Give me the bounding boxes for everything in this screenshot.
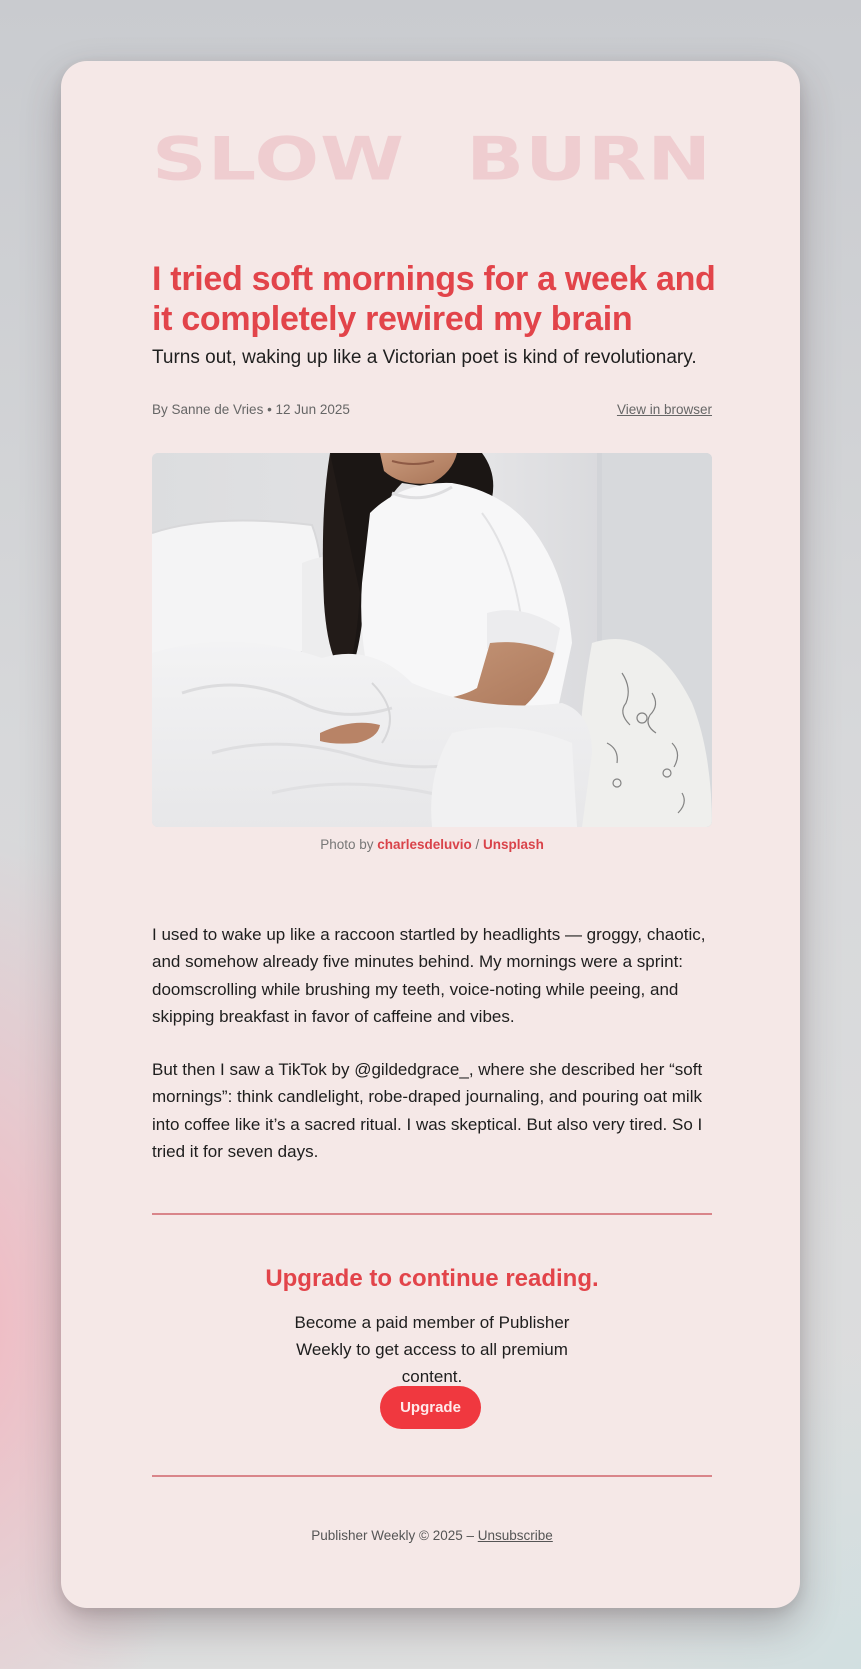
paywall-text: Become a paid member of Publisher Weekly to get access to all premium content.: [294, 1313, 570, 1386]
article-meta: [152, 402, 712, 417]
logo-word-slow: SLOW: [152, 123, 405, 194]
divider-bottom: [152, 1475, 712, 1477]
footer-text: Publisher Weekly © 2025 –: [311, 1528, 478, 1543]
upgrade-button[interactable]: Upgrade: [380, 1386, 481, 1429]
caption-prefix: Photo by: [320, 837, 378, 852]
article-subtitle: Turns out, waking up like a Victorian poet is kind of revolutionary.: [152, 347, 697, 368]
logo-word-burn: BURN: [466, 123, 712, 194]
hero-photo-illustration: [152, 453, 712, 827]
unsplash-link[interactable]: Unsplash: [483, 837, 544, 852]
divider-top: [152, 1213, 712, 1215]
article-title: I tried soft mornings for a week and it completely rewired my brain: [152, 260, 716, 338]
photo-caption: [152, 837, 712, 852]
unsubscribe-link[interactable]: Unsubscribe: [477, 1528, 553, 1543]
photographer-link[interactable]: charlesdeluvio: [377, 837, 472, 852]
article-body: [152, 921, 718, 1191]
view-in-browser-link[interactable]: View in browser: [616, 402, 712, 417]
byline: By Sanne de Vries • 12 Jun 2025: [152, 402, 350, 417]
paywall-title: Upgrade to continue reading.: [265, 1265, 599, 1292]
caption-separator: /: [471, 837, 484, 852]
email-card: [61, 61, 800, 1608]
hero-photo: [152, 453, 712, 827]
brand-logo: [152, 123, 712, 194]
paragraph: I used to wake up like a raccoon startled by headlights — groggy, chaotic, and somehow already five minutes behind. My mornings were a sprint: doomscrolling while brushing my teeth, voice-noting while peeing, and skipping breakfast in favor of caffeine and vibes.: [152, 925, 706, 1026]
footer: [152, 1528, 712, 1543]
paragraph: But then I saw a TikTok by @gildedgrace_, where she described her “soft mornings”: think candlelight, robe-draped journaling, and pouring oat milk into coffee like it’s a sacred ritual. I was skeptical. But also very tired. So I tried it for seven days.: [152, 1060, 703, 1162]
